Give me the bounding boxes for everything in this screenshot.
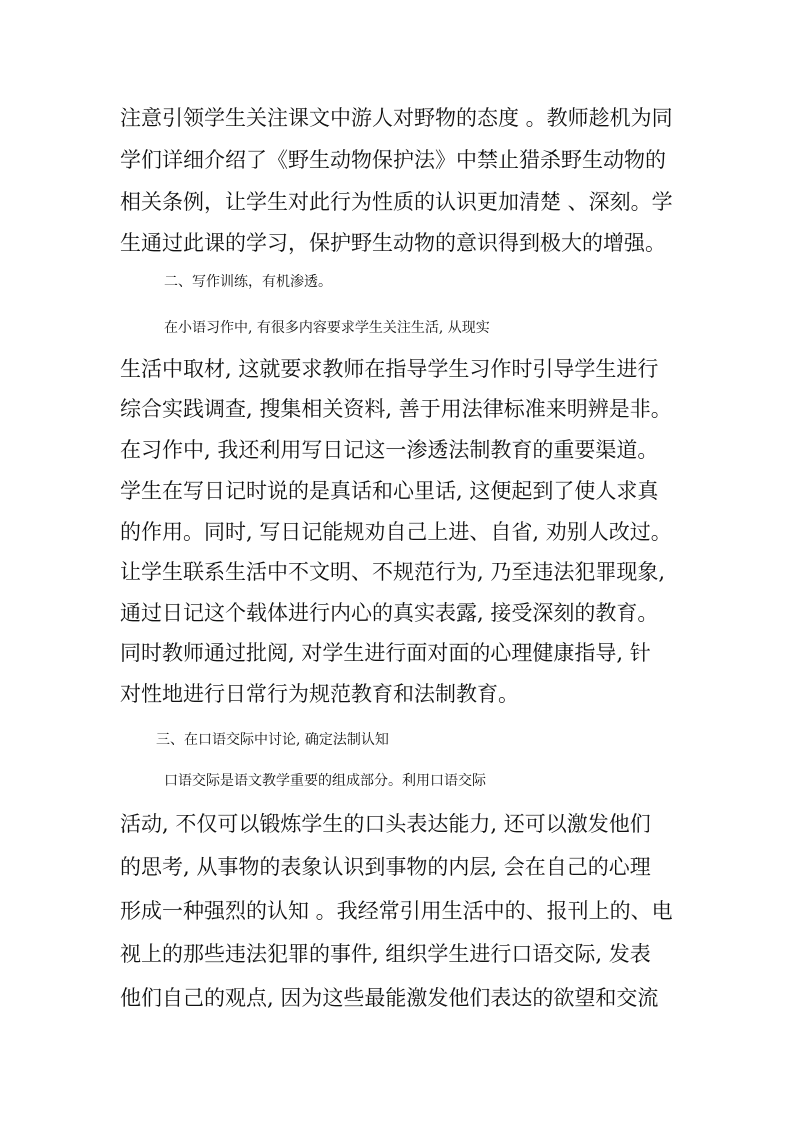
paragraph-line: 活动, 不仅可以锻炼学生的口头表达能力, 还可以激发他们 [120, 812, 651, 836]
paragraph-line: 生通过此课的学习，保护野生动物的意识得到极大的增强。 [120, 231, 666, 255]
paragraph-line: 学们详细介绍了《野生动物保护法》中禁止猎杀野生动物的 [120, 148, 666, 172]
paragraph-line: 在小语习作中, 有很多内容要求学生关注生活, 从现实 [164, 320, 490, 336]
paragraph-line: 视上的那些违法犯罪的事件, 组织学生进行口语交际, 发表 [120, 942, 651, 966]
paragraph-line: 的思考, 从事物的表象认识到事物的内层, 会在自己的心理 [120, 855, 651, 879]
paragraph-line: 他们自己的观点, 因为这些最能激发他们表达的欲望和交流 [120, 986, 659, 1010]
paragraph-line: 相关条例，让学生对此行为性质的认识更加清楚 、深刻。学 [120, 190, 673, 214]
paragraph-line: 同时教师通过批阅, 对学生进行面对面的心理健康指导, 针 [120, 641, 651, 665]
paragraph-line: 形成一种强烈的认知 。我经常引用生活中的、报刊上的、电 [120, 899, 673, 923]
paragraph-line: 让学生联系生活中不文明、不规范行为, 乃至违法犯罪现象, [120, 560, 666, 584]
section-heading: 三、在口语交际中讨论, 确定法制认知 [156, 732, 389, 748]
paragraph-line: 的作用。同时, 写日记能规劝自己上进、自省, 劝别人改过。 [120, 520, 672, 544]
paragraph-line: 学生在写日记时说的是真话和心里话, 这便起到了使人求真 [120, 479, 659, 503]
paragraph-line: 生活中取材, 这就要求教师在指导学生习作时引导学生进行 [120, 357, 659, 381]
paragraph-line: 综合实践调查, 搜集相关资料, 善于用法律标准来明辨是非。 [120, 397, 672, 421]
paragraph-line: 通过日记这个载体进行内心的真实表露, 接受深刻的教育。 [120, 601, 659, 625]
paragraph-line: 对性地进行日常行为规范教育和法制教育。 [120, 682, 519, 706]
section-heading: 二、写作训练，有机渗透。 [164, 274, 332, 290]
paragraph-line: 在习作中, 我还利用写日记这一渗透法制教育的重要渠道。 [120, 438, 659, 462]
paragraph-line: 注意引领学生关注课文中游人对野物的态度 。教师趁机为同 [120, 106, 673, 130]
paragraph-line: 口语交际是语文教学重要的组成部分。利用口语交际 [164, 773, 486, 789]
